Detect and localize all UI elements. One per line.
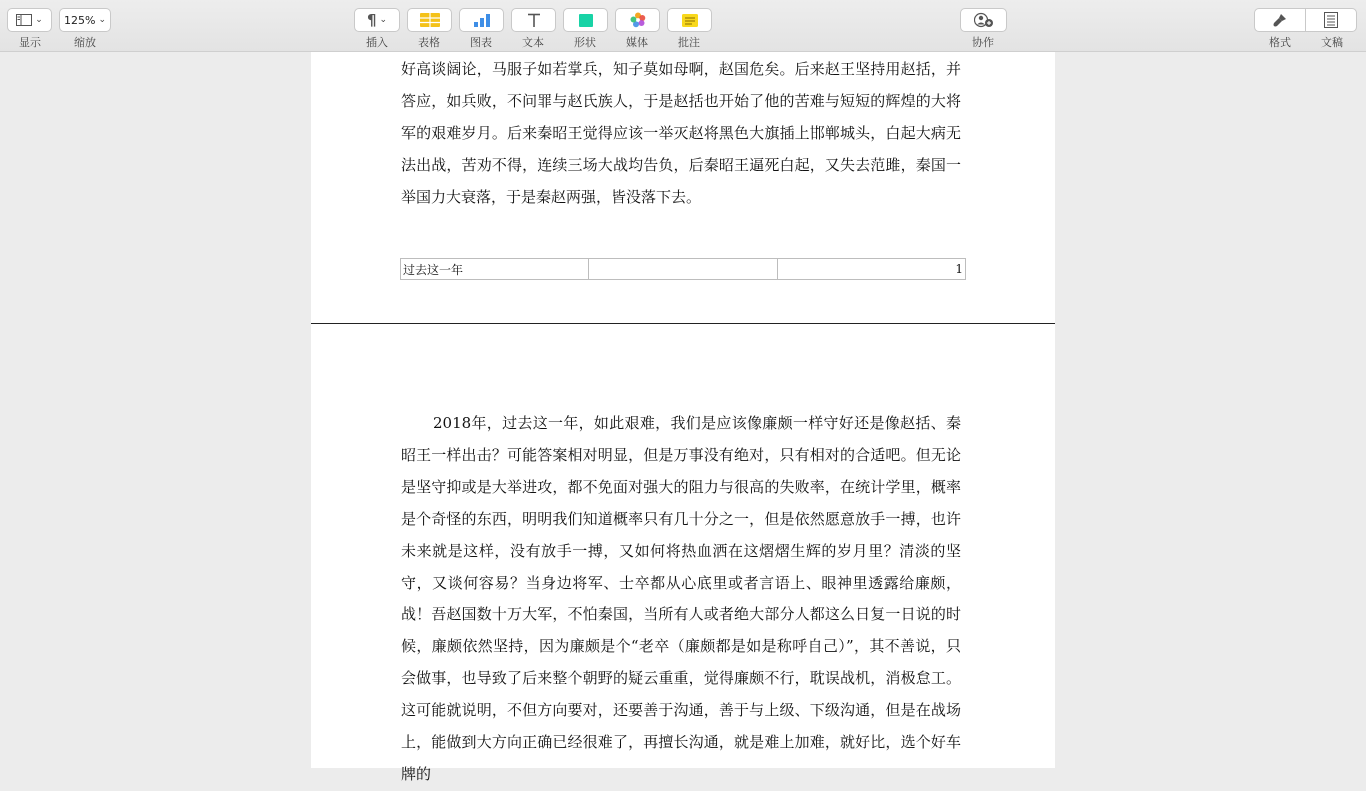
table-icon — [420, 13, 440, 27]
document-button[interactable] — [1305, 8, 1357, 32]
format-label: 格式 — [1269, 36, 1291, 49]
footer-title-cell[interactable]: 过去这一年 — [401, 259, 589, 280]
chart-button[interactable] — [459, 8, 504, 32]
footer-middle-cell[interactable] — [589, 259, 777, 280]
table-label: 表格 — [418, 36, 440, 49]
chevron-down-icon: ⌄ — [35, 15, 43, 25]
collaborate-button[interactable] — [960, 8, 1007, 32]
toolbar — [0, 0, 1366, 52]
document-page — [311, 324, 1055, 783]
paragraph-icon: ¶ — [366, 11, 377, 29]
chart-icon — [473, 13, 491, 27]
view-button[interactable] — [7, 8, 52, 32]
chevron-down-icon: ⌄ — [379, 15, 388, 25]
paintbrush-icon — [1272, 12, 1288, 28]
text-button[interactable] — [511, 8, 556, 32]
footer-table — [400, 258, 966, 280]
chart-label: 图表 — [470, 36, 492, 49]
zoom-label: 缩放 — [74, 36, 96, 49]
document-icon — [1324, 12, 1338, 28]
photos-icon — [630, 12, 646, 28]
view-label: 显示 — [19, 36, 41, 49]
comment-icon — [682, 14, 698, 27]
media-button[interactable] — [615, 8, 660, 32]
document-label: 文稿 — [1321, 36, 1343, 49]
sidebar-view-icon — [16, 14, 32, 26]
text-label: 文本 — [522, 36, 544, 49]
collaborate-label: 协作 — [972, 36, 994, 49]
body-text[interactable]: 好高谈阔论，马服子如若掌兵，知子莫如母啊，赵国危矣。后来赵王坚持用赵括，并答应，如兵败，不问罪与赵氏族人，于是赵括也开始了他的苦难与短短的辉煌的大将军的艰难岁月。后来秦昭王觉得应该一举灭赵将黑色大旗插上邯郸城头，白起大病无法出战，苦劝不得，连续三场大战均告负，后秦昭王逼死白起，又失去范雎，秦国一举国力大衰落，于是秦赵两强，皆没落下去。 — [401, 60, 961, 206]
zoom-value: 125% — [64, 13, 96, 27]
chevron-down-icon: ⌄ — [98, 15, 106, 25]
text-icon — [527, 13, 541, 27]
shape-icon — [579, 14, 593, 27]
table-button[interactable] — [407, 8, 452, 32]
body-text[interactable]: 2018年，过去这一年，如此艰难，我们是应该像廉颇一样守好还是像赵括、秦昭王一样出击？可能答案相对明显，但是万事没有绝对，只有相对的合适吧。但无论是坚守抑或是大举进攻，都不免面对强大的阻力与很高的失败率，在统计学里，概率是个奇怪的东西，明明我们知道概率只有几十分之一，但是依然愿意放手一搏，也许未来就是这样，没有放手一搏，又如何将热血洒在这熠熠生辉的岁月里？清淡的坚守，又谈何容易？当身边将军、士卒都从心底里或者言语上、眼神里透露给廉颇，战！吾赵国数十万大军，不怕秦国，当所有人或者绝大部分人都这么日复一日说的时候，廉颇依然坚持，因为廉颇是个“老卒（廉颇都是如是称呼自己）”，其不善说，只会做事，也导致了后来整个朝野的疑云重重，觉得廉颇不行，耽误战机，消极怠工。这可能就说明，不但方向要对，还要善于沟通，善于与上级、下级沟通，但是在战场上，能做到大方向正确已经很难了，再擅长沟通，就是难上加难，就好比，选个好车牌的 — [401, 414, 961, 783]
insert-label: 插入 — [366, 36, 388, 49]
zoom-select[interactable] — [59, 8, 111, 32]
shape-label: 形状 — [574, 36, 596, 49]
comment-button[interactable] — [667, 8, 712, 32]
insert-button[interactable] — [354, 8, 400, 32]
shape-button[interactable] — [563, 8, 608, 32]
comment-label: 批注 — [678, 36, 700, 49]
document-page — [311, 52, 1055, 323]
format-button[interactable] — [1254, 8, 1306, 32]
media-label: 媒体 — [626, 36, 648, 49]
collaborate-icon — [974, 12, 994, 28]
page-number-cell[interactable]: 1 — [777, 259, 965, 280]
